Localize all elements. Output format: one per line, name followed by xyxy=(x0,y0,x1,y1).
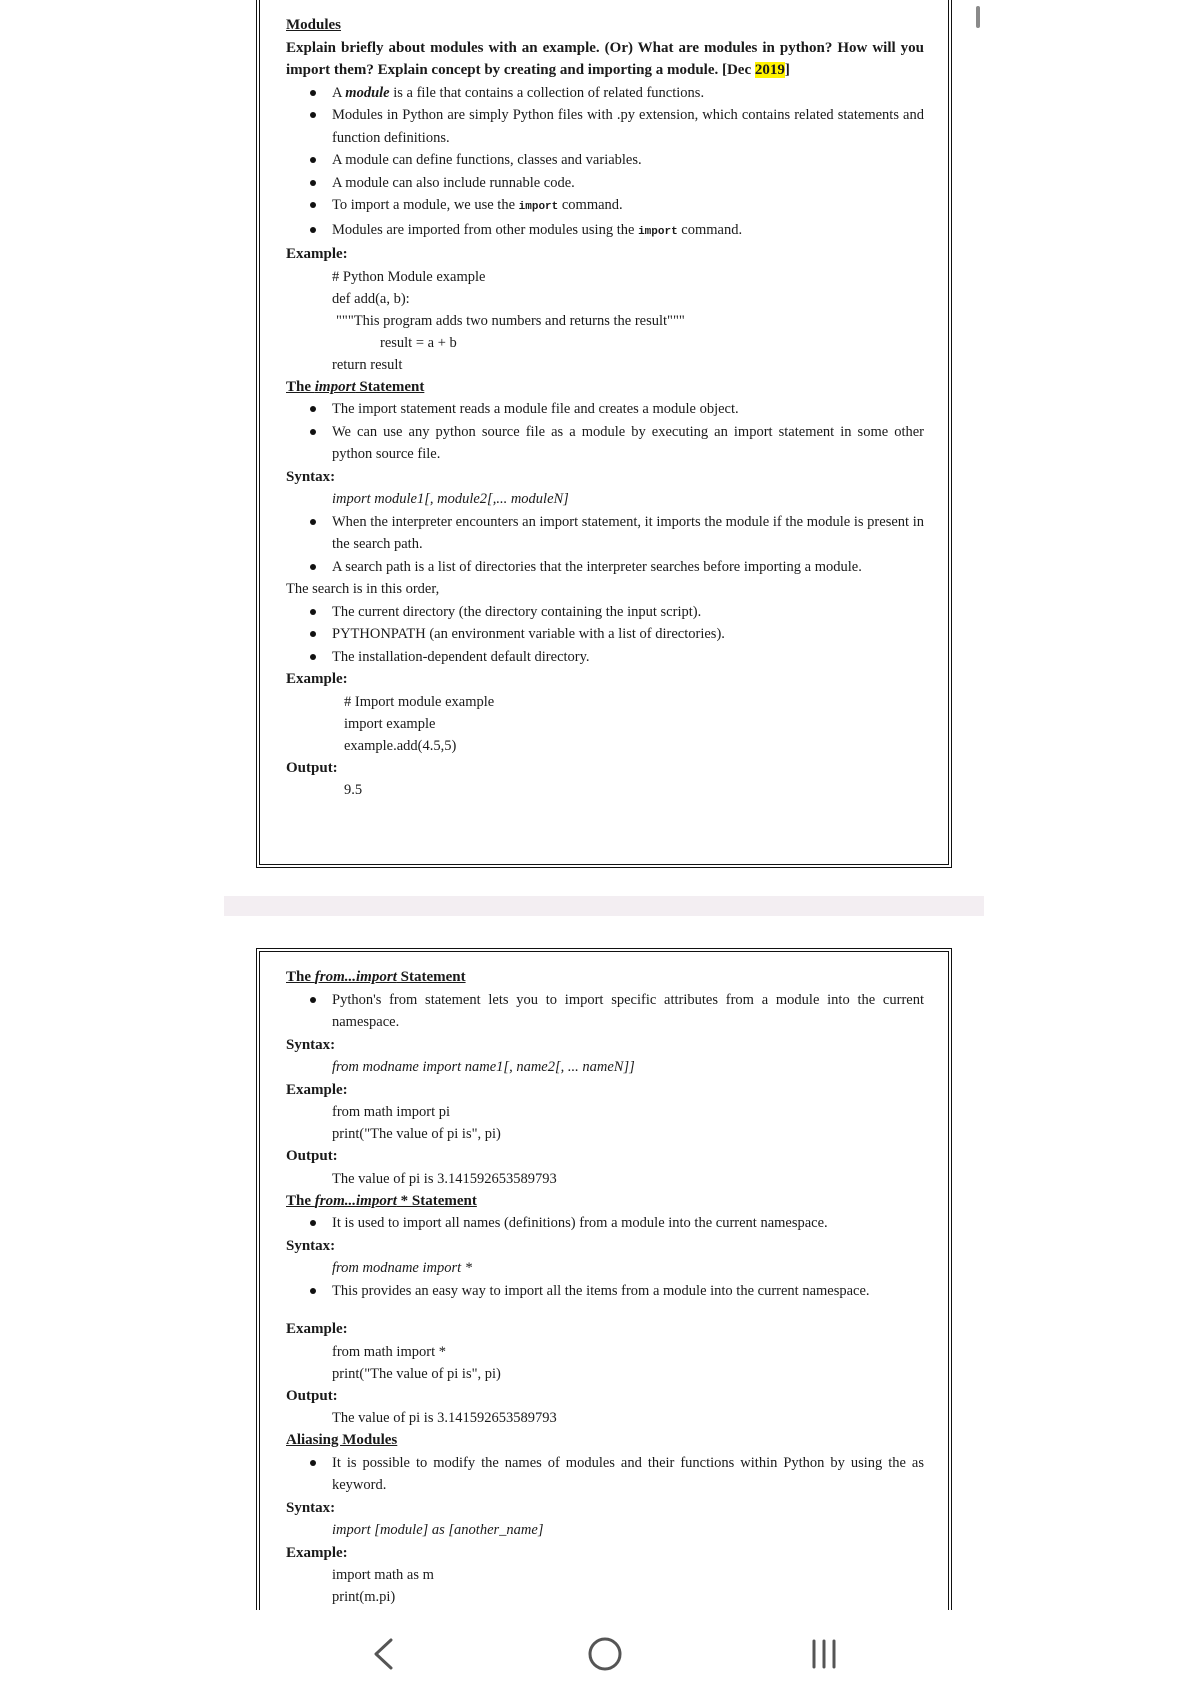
from-import-heading: The from...import Statement xyxy=(286,969,466,985)
syntax-label: Syntax: xyxy=(286,1237,336,1254)
code-line: print(m.pi) xyxy=(332,1589,396,1605)
syntax-text: from modname import * xyxy=(332,1260,473,1276)
code-line: result = a + b xyxy=(380,334,457,351)
code-block xyxy=(286,1564,924,1608)
output-label: Output: xyxy=(286,1387,338,1404)
list-item: A module is a file that contains a collection of related functions. xyxy=(332,82,924,105)
code-line: # Python Module example xyxy=(332,268,486,285)
list-item: It is used to import all names (definitions) from a module into the current namespace. xyxy=(332,1212,924,1235)
output-text: The value of pi is 3.141592653589793 xyxy=(332,1170,557,1187)
code-line: import math as m xyxy=(332,1567,434,1583)
star-bullet-list xyxy=(286,1212,924,1235)
search-path-list xyxy=(286,601,924,669)
list-item: PYTHONPATH (an environment variable with a list of directories). xyxy=(332,623,924,646)
from-bullet-list xyxy=(286,989,924,1034)
import-statement-heading: The import Statement xyxy=(286,378,425,395)
code-block xyxy=(286,266,924,376)
module-bullet-list xyxy=(286,82,924,244)
question-part: Explain briefly about modules with an example. (Or) What are modules in python? How will you import them? Explain concept by creating and importing a module. [Dec xyxy=(286,39,924,78)
list-item: When the interpreter encounters an import statement, it imports the module if the module is present in the search path. xyxy=(332,511,924,556)
example-label: Example: xyxy=(286,1544,348,1561)
scrollbar-thumb[interactable] xyxy=(976,6,980,28)
list-item: Python's from statement lets you to import specific attributes from a module into the current namespace. xyxy=(332,989,924,1034)
code-line: from math import pi xyxy=(332,1104,450,1120)
recents-button[interactable] xyxy=(794,1632,854,1676)
example-label: Example: xyxy=(286,671,348,687)
output-text: 9.5 xyxy=(344,782,363,798)
list-item: The import statement reads a module file and creates a module object. xyxy=(332,398,924,421)
star-bullet-list-2 xyxy=(286,1280,924,1303)
aliasing-heading: Aliasing Modules xyxy=(286,1432,398,1448)
code-line: return result xyxy=(332,356,403,373)
question-end: ] xyxy=(784,62,790,78)
import-bullet-list xyxy=(286,398,924,466)
from-import-star-heading: The from...import * Statement xyxy=(286,1192,477,1209)
highlighted-year: 2019 xyxy=(754,62,785,78)
code-line: # Import module example xyxy=(344,693,495,710)
example-label: Example: xyxy=(286,1321,348,1337)
syntax-text: import module1[, module2[,... moduleN] xyxy=(332,491,569,507)
list-item: A search path is a list of directories that the interpreter searches before importing a module. xyxy=(332,556,924,579)
code-line: print("The value of pi is", pi) xyxy=(332,1126,501,1142)
code-line: from math import * xyxy=(332,1343,446,1360)
code-block xyxy=(286,1341,924,1385)
list-item: A module can also include runnable code. xyxy=(332,172,924,195)
list-item: We can use any python source file as a module by executing an import statement in some other python source file. xyxy=(332,421,924,466)
search-order-text: The search is in this order, xyxy=(286,581,440,597)
document-page-2 xyxy=(256,948,952,1610)
list-item: Modules are imported from other modules using the import command. xyxy=(332,219,924,244)
page-separator xyxy=(224,896,984,916)
back-button[interactable] xyxy=(354,1632,414,1676)
code-line: import example xyxy=(344,715,436,732)
syntax-label: Syntax: xyxy=(286,1036,336,1053)
document-page-1 xyxy=(256,0,952,868)
chevron-left-icon xyxy=(369,1637,399,1671)
code-line: example.add(4.5,5) xyxy=(344,737,457,754)
example-label: Example: xyxy=(286,246,348,262)
list-item: The current directory (the directory containing the input script). xyxy=(332,601,924,624)
three-bars-icon xyxy=(804,1636,844,1672)
home-button[interactable] xyxy=(575,1632,635,1676)
list-item: Modules in Python are simply Python files with .py extension, which contains related statements and function definitions. xyxy=(332,104,924,149)
output-label: Output: xyxy=(286,1148,338,1164)
code-line: print("The value of pi is", pi) xyxy=(332,1365,501,1382)
syntax-text: from modname import name1[, name2[, ... nameN]] xyxy=(332,1059,635,1075)
code-line: def add(a, b): xyxy=(332,290,410,307)
list-item: It is possible to modify the names of modules and their functions within Python by using the as keyword. xyxy=(332,1452,924,1497)
output-text: The value of pi is 3.141592653589793 xyxy=(332,1410,557,1426)
circle-home-icon xyxy=(585,1634,625,1674)
list-item: A module can define functions, classes and variables. xyxy=(332,149,924,172)
navigation-bar xyxy=(0,1610,1200,1697)
code-block xyxy=(286,1101,924,1145)
alias-bullet-list xyxy=(286,1452,924,1497)
list-item: This provides an easy way to import all the items from a module into the current namespace. xyxy=(332,1280,924,1303)
section-title: Modules xyxy=(286,17,342,33)
output-label: Output: xyxy=(286,759,338,776)
example-label: Example: xyxy=(286,1081,348,1098)
syntax-label: Syntax: xyxy=(286,1499,336,1516)
syntax-text: import [module] as [another_name] xyxy=(332,1522,544,1538)
syntax-label: Syntax: xyxy=(286,468,336,485)
question-text xyxy=(286,37,924,82)
list-item: To import a module, we use the import command. xyxy=(332,194,924,219)
list-item: The installation-dependent default directory. xyxy=(332,646,924,669)
search-bullet-list xyxy=(286,511,924,579)
code-block xyxy=(286,691,924,757)
code-line: """This program adds two numbers and returns the result""" xyxy=(336,312,685,329)
